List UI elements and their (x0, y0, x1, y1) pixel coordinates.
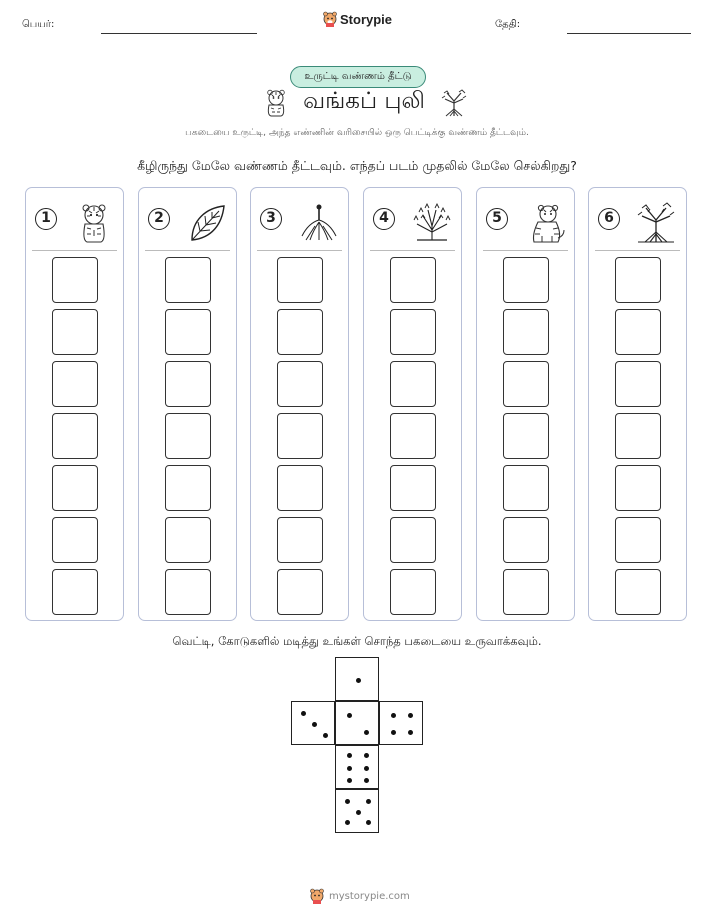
color-box[interactable] (503, 465, 549, 511)
roll-column-6 (588, 187, 687, 621)
column-divider (257, 250, 342, 251)
color-box[interactable] (52, 361, 98, 407)
mangrove-icon (636, 202, 678, 244)
bush-icon (411, 202, 453, 244)
color-box[interactable] (165, 413, 211, 459)
date-label: தேதி: (495, 19, 521, 30)
color-box[interactable] (615, 413, 661, 459)
color-box[interactable] (165, 517, 211, 563)
color-box[interactable] (390, 413, 436, 459)
column-header (589, 202, 686, 242)
color-box[interactable] (503, 413, 549, 459)
tiger-cub-icon (73, 202, 115, 244)
dice-pip (301, 711, 306, 716)
column-header (26, 202, 123, 242)
dice-pip (312, 722, 317, 727)
column-divider (370, 250, 455, 251)
dice-pip (347, 713, 352, 718)
tiger-icon (524, 202, 566, 244)
color-box[interactable] (503, 309, 549, 355)
column-number: 5 (486, 208, 508, 230)
roll-column-3 (250, 187, 349, 621)
color-box[interactable] (277, 309, 323, 355)
dice-face (379, 701, 423, 745)
brand-name: Storypie (340, 11, 393, 27)
column-header (251, 202, 348, 242)
color-box[interactable] (390, 257, 436, 303)
mangrove-icon (439, 89, 469, 117)
dice-pip (364, 778, 369, 783)
dice-pip (347, 778, 352, 783)
column-divider (483, 250, 568, 251)
color-box[interactable] (503, 569, 549, 615)
cut-instruction: வெட்டி, கோடுகளில் மடித்து உங்கள் சொந்த பகடையை உருவாக்கவும். (172, 634, 542, 648)
tiger-mascot-icon (310, 888, 324, 904)
roll-column-2 (138, 187, 237, 621)
column-number: 6 (598, 208, 620, 230)
dice-face (291, 701, 335, 745)
question-text: கீழிருந்து மேலே வண்ணம் தீட்டவும். எந்தப் படம் முதலில் மேலே செல்கிறது? (137, 158, 577, 173)
color-box[interactable] (390, 309, 436, 355)
leaf-icon (186, 202, 228, 244)
column-number: 1 (35, 208, 57, 230)
dice-pip (356, 810, 361, 815)
dice-pip (347, 766, 352, 771)
color-box[interactable] (165, 465, 211, 511)
column-number: 4 (373, 208, 395, 230)
roll-column-5 (476, 187, 575, 621)
color-box[interactable] (52, 413, 98, 459)
dice-pip (345, 820, 350, 825)
footer-url: mystorypie.com (329, 890, 410, 902)
column-divider (595, 250, 680, 251)
dice-pip (323, 733, 328, 738)
color-box[interactable] (503, 257, 549, 303)
column-header (139, 202, 236, 242)
color-box[interactable] (503, 517, 549, 563)
column-divider (145, 250, 230, 251)
color-box[interactable] (277, 569, 323, 615)
column-divider (32, 250, 117, 251)
roll-column-1 (25, 187, 124, 621)
dice-pip (364, 730, 369, 735)
dice-pip (408, 713, 413, 718)
dice-pip (391, 730, 396, 735)
color-box[interactable] (615, 361, 661, 407)
dice-pip (345, 799, 350, 804)
column-header (364, 202, 461, 242)
color-box[interactable] (52, 569, 98, 615)
title-row (256, 88, 476, 117)
dice-face (335, 745, 379, 789)
dice-pip (364, 766, 369, 771)
tiger-cub-icon (263, 89, 289, 117)
tiger-mascot-icon (323, 11, 337, 27)
date-line[interactable] (567, 33, 691, 34)
dice-pip (366, 820, 371, 825)
color-box[interactable] (165, 361, 211, 407)
dice-face (335, 657, 379, 701)
color-box[interactable] (390, 465, 436, 511)
color-box[interactable] (277, 465, 323, 511)
color-box[interactable] (615, 309, 661, 355)
color-box[interactable] (277, 517, 323, 563)
dice-face (335, 701, 379, 745)
dice-pip (364, 753, 369, 758)
column-number: 3 (260, 208, 282, 230)
color-box[interactable] (52, 465, 98, 511)
dice-pip (356, 678, 361, 683)
color-box[interactable] (615, 569, 661, 615)
color-box[interactable] (615, 465, 661, 511)
instruction-text: பகடையை உருட்டி, அந்த எண்ணின் வரிசையில் ஒரு பெட்டிக்கு வண்ணம் தீட்டவும். (185, 128, 529, 138)
color-box[interactable] (52, 257, 98, 303)
color-box[interactable] (52, 517, 98, 563)
dice-pip (391, 713, 396, 718)
color-box[interactable] (165, 257, 211, 303)
color-box[interactable] (165, 569, 211, 615)
name-line[interactable] (101, 33, 257, 34)
color-box[interactable] (52, 309, 98, 355)
dice-pip (347, 753, 352, 758)
dice-pip (366, 799, 371, 804)
color-box[interactable] (165, 309, 211, 355)
footer (310, 888, 410, 904)
brand-logo (323, 11, 392, 27)
column-number: 2 (148, 208, 170, 230)
dice-pip (408, 730, 413, 735)
color-box[interactable] (615, 517, 661, 563)
color-box[interactable] (503, 361, 549, 407)
roll-column-4 (363, 187, 462, 621)
page-title: வங்கப் புலி (303, 88, 425, 114)
color-box[interactable] (277, 361, 323, 407)
dice-face (335, 789, 379, 833)
name-label: பெயர்: (22, 19, 55, 30)
color-box[interactable] (390, 569, 436, 615)
color-box[interactable] (277, 257, 323, 303)
roots-icon (298, 202, 340, 244)
color-box[interactable] (390, 361, 436, 407)
color-box[interactable] (615, 257, 661, 303)
color-box[interactable] (390, 517, 436, 563)
activity-tag: உருட்டி வண்ணம் தீட்டு (290, 66, 426, 88)
color-box[interactable] (277, 413, 323, 459)
column-header (477, 202, 574, 242)
